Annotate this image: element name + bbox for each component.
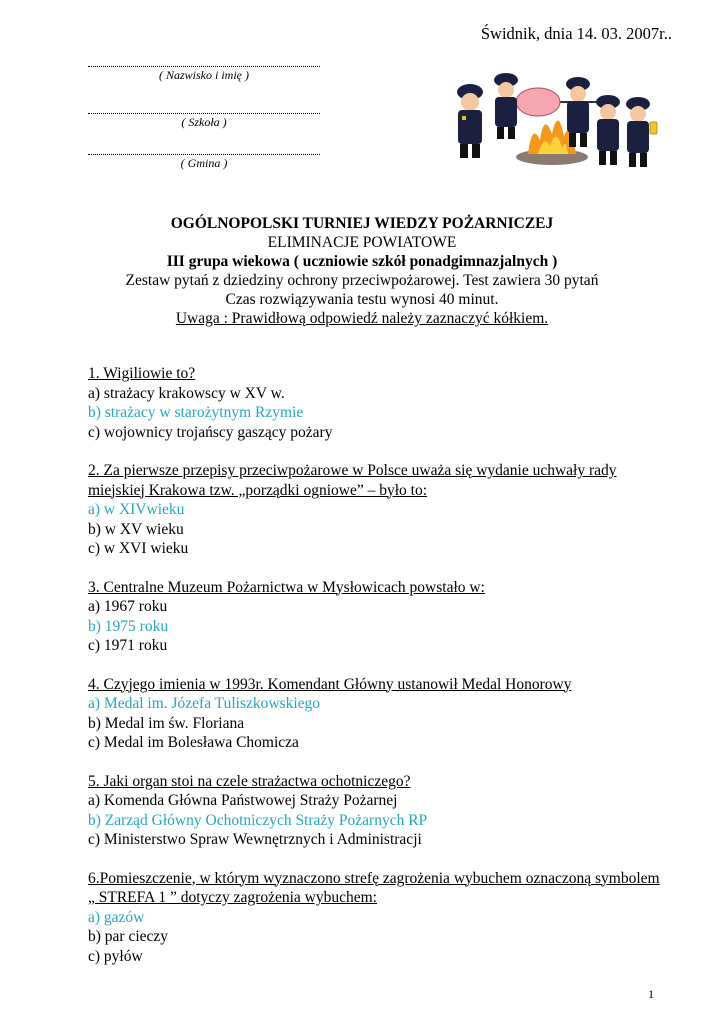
correct-answer-option[interactable]: b) Zarząd Główny Ochotniczych Straży Pożarnych RP — [88, 811, 428, 829]
name-field — [88, 56, 320, 83]
question-text: 6.Pomieszczenie, w którym wyznaczono strefę zagrożenia wybuchem oznaczoną symbolem „ STREFA 1 ” dotyczy zagrożenia wybuchem: — [88, 869, 660, 906]
answer-option[interactable]: b) par cieczy — [88, 928, 169, 945]
name-caption: ( Nazwisko i imię ) — [159, 68, 249, 82]
answer-option[interactable]: c) wojownicy trojańscy gaszący pożary — [88, 423, 333, 441]
school-caption: ( Szkoła ) — [181, 115, 227, 129]
questions-list — [88, 364, 668, 985]
commune-caption: ( Gmina ) — [180, 156, 228, 170]
correct-answer-option[interactable]: a) Medal im. Józefa Tuliszkowskiego — [88, 695, 321, 712]
question-block — [88, 869, 668, 967]
answer-option[interactable]: a) strażacy krakowscy w XV w. — [88, 384, 285, 402]
test-note: Uwaga : Prawidłową odpowiedź należy zaznaczyć kółkiem. — [175, 310, 549, 327]
test-info-line-2: Czas rozwiązywania testu wynosi 40 minut. — [225, 291, 499, 308]
correct-answer-option[interactable]: a) w XIVwieku — [88, 501, 185, 518]
correct-answer-option[interactable]: a) gazów — [88, 908, 145, 926]
question-text: 3. Centralne Muzeum Pożarnictwa w Mysłowicach powstało w: — [88, 578, 485, 596]
question-text: 1. Wigiliowie to? — [88, 365, 196, 382]
answer-option[interactable]: c) Ministerstwo Spraw Wewnętrznych i Administracji — [88, 831, 422, 848]
test-subtitle: ELIMINACJE POWIATOWE — [267, 234, 457, 251]
answer-option[interactable]: c) Medal im Bolesława Chomicza — [88, 734, 299, 751]
test-header — [60, 214, 664, 328]
answer-option[interactable]: a) Komenda Główna Państwowej Straży Pożarnej — [88, 792, 398, 809]
question-text: 2. Za pierwsze przepisy przeciwpożarowe w Polsce uważa się wydanie uchwały rady miejskiej Krakowa tzw. „porządki ogniowe” – było to: — [88, 462, 617, 499]
school-field — [88, 103, 320, 130]
school-dots — [88, 103, 320, 114]
test-info-line-1: Zestaw pytań z dziedziny ochrony przeciwpożarowej. Test zawiera 30 pytań — [125, 272, 599, 289]
correct-answer-option[interactable]: b) strażacy w starożytnym Rzymie — [88, 404, 304, 421]
question-block — [88, 578, 668, 656]
question-block — [88, 461, 668, 559]
question-text: 5. Jaki organ stoi na czele strażactwa ochotniczego? — [88, 772, 411, 790]
answer-option[interactable]: b) Medal im św. Floriana — [88, 714, 245, 732]
answer-option[interactable]: b) w XV wieku — [88, 520, 184, 538]
question-text: 4. Czyjego imienia w 1993r. Komendant Główny ustanowił Medal Honorowy — [88, 675, 572, 693]
age-group: III grupa wiekowa ( uczniowie szkół ponadgimnazjalnych ) — [166, 253, 558, 270]
question-block — [88, 675, 668, 753]
answer-option[interactable]: c) pyłów — [88, 947, 143, 965]
date-line: Świdnik, dnia 14. 03. 2007r.. — [480, 24, 672, 43]
page-number: 1 — [648, 987, 654, 1001]
answer-option[interactable]: c) w XVI wieku — [88, 540, 189, 557]
test-title: OGÓLNOPOLSKI TURNIEJ WIEDZY POŻARNICZEJ — [170, 215, 554, 232]
commune-field — [88, 144, 320, 171]
name-dots — [88, 56, 320, 67]
question-block — [88, 364, 668, 442]
answer-option[interactable]: a) 1967 roku — [88, 598, 168, 615]
commune-dots — [88, 144, 320, 155]
firefighters-cartoon-illustration — [440, 62, 660, 172]
correct-answer-option[interactable]: b) 1975 roku — [88, 617, 169, 635]
question-block — [88, 772, 668, 850]
answer-option[interactable]: c) 1971 roku — [88, 637, 168, 654]
